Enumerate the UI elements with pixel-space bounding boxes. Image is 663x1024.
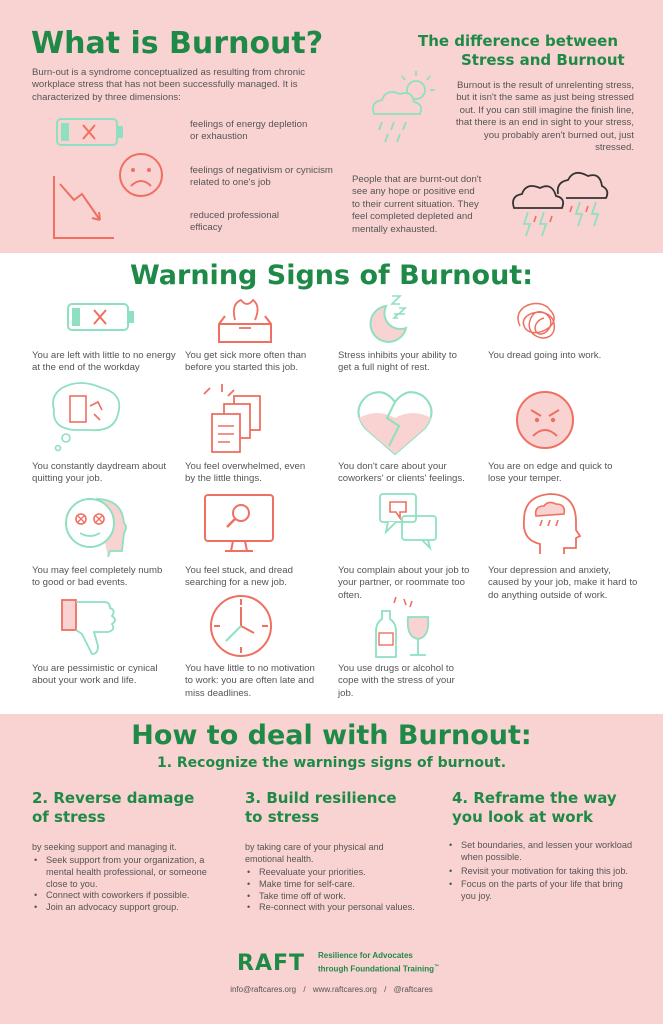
warning-signs-title: Warning Signs of Burnout:	[129, 260, 533, 291]
col1-heading-line1: 2. Reverse damage	[32, 789, 195, 807]
storm-clouds-icon	[510, 168, 610, 244]
thumbs-down-icon	[60, 598, 120, 658]
low-battery-icon	[67, 303, 137, 333]
email-link[interactable]: info@raftcares.org	[230, 985, 297, 994]
sun-cloud-rain-icon	[368, 68, 444, 144]
sign-text-1: You are left with little to no energy at the end of the workday	[32, 350, 176, 374]
step-1-recognize: 1. Recognize the warnings signs of burnout.	[156, 755, 507, 771]
sign-text-14: You have little to no motivation to work: you are often late and miss deadlines.	[185, 663, 315, 699]
sad-face-icon	[118, 152, 164, 198]
declining-chart-icon	[52, 176, 114, 240]
dimension-efficacy: reduced professional efficacy	[190, 210, 280, 234]
separator: /	[303, 985, 306, 994]
list-item: • Revisit your motivation for taking this job.	[447, 866, 637, 878]
difference-title-line1: The difference between	[418, 32, 619, 50]
list-item: • Connect with coworkers if possible.	[32, 890, 222, 902]
clock-icon	[208, 593, 274, 659]
list-item: • Seek support from your organization, a mental health professional, or someone close to you.	[32, 855, 222, 890]
tangled-scribble-icon	[510, 296, 566, 344]
website-link[interactable]: www.raftcares.org	[312, 985, 377, 994]
daydream-exit-icon	[46, 384, 126, 454]
col1-heading-line2: of stress	[32, 808, 106, 826]
sign-text-4: You dread going into work.	[488, 350, 602, 361]
sign-text-9: You may feel completely numb to good or bad events.	[32, 565, 163, 589]
col3-heading-line2: you look at work	[452, 808, 593, 826]
list-item: • Focus on the parts of your life that bring you joy.	[447, 879, 637, 903]
list-item: • Take time off of work.	[245, 891, 445, 903]
difference-title-line2: Stress and Burnout	[461, 51, 625, 69]
trademark: ™	[433, 963, 439, 970]
burnout-intro: Burn-out is a syndrome conceptualized as resulting from chronic workplace stress that has not been successfully managed. It is characterized by three dimensions:	[32, 67, 306, 103]
separator: /	[384, 985, 387, 994]
paper-stack-icon	[200, 384, 268, 456]
tagline-line2: through Foundational Training™	[318, 963, 439, 974]
angry-face-icon	[515, 390, 575, 450]
sign-text-11: You complain about your job to your partner, or roommate too often.	[338, 565, 470, 601]
list-item: • Set boundaries, and lessen your workload when possible.	[447, 840, 637, 864]
footer-contact	[0, 985, 663, 994]
sign-text-13: You are pessimistic or cynical about your work and life.	[32, 663, 158, 687]
list-item: • Reevaluate your priorities.	[245, 867, 445, 879]
list-item: • Make time for self-care.	[245, 879, 445, 891]
broken-heart-icon	[355, 388, 435, 456]
low-battery-icon	[56, 118, 126, 148]
chat-thumbs-down-icon	[378, 492, 440, 552]
col2-heading-line1: 3. Build resilience	[245, 789, 397, 807]
sign-text-5: You constantly daydream about quitting your job.	[32, 461, 167, 485]
col2-lead: by taking care of your physical and emotional health.	[245, 842, 384, 864]
monitor-search-icon	[203, 493, 275, 555]
numb-face-icon	[62, 493, 132, 559]
sign-text-2: You get sick more often than before you started this job.	[185, 350, 307, 374]
list-item: • Join an advocacy support group.	[32, 902, 222, 914]
sign-text-7: You don't care about your coworkers' or clients' feelings.	[338, 461, 465, 485]
tagline-line1: Resilience for Advocates	[318, 951, 413, 960]
sign-text-6: You feel overwhelmed, even by the little things.	[185, 461, 306, 485]
col1-lead: by seeking support and managing it.	[32, 842, 177, 852]
col3-list	[447, 840, 637, 903]
tissue-box-icon	[217, 298, 273, 344]
sign-text-8: You are on edge and quick to lose your temper.	[488, 461, 613, 485]
bottle-glass-icon	[372, 597, 436, 659]
col1-list	[32, 855, 222, 914]
how-to-deal-title: How to deal with Burnout:	[131, 720, 532, 751]
difference-paragraph-1: Burnout is the result of unrelenting stress, but it isn't the same as just being stressed out. If you can still imagine the finish line, that there is an end in sight to your stress, you probably aren't burned out, just stressed.	[455, 80, 634, 154]
moon-sleep-icon	[366, 294, 412, 342]
rain-head-icon	[518, 490, 580, 556]
list-item: • Re-connect with your personal values.	[245, 902, 445, 914]
dimension-cynicism: feelings of negativism or cynicism related to one's job	[190, 165, 333, 189]
sign-text-3: Stress inhibits your ability to get a full night of rest.	[338, 350, 457, 374]
sign-text-15: You use drugs or alcohol to cope with the stress of your job.	[338, 663, 455, 699]
sign-text-12: Your depression and anxiety, caused by your job, make it hard to do anything outside of work.	[488, 565, 638, 601]
col2-list	[245, 867, 445, 914]
what-is-burnout-title: What is Burnout?	[31, 26, 324, 61]
difference-paragraph-2: People that are burnt-out don't see any hope or positive end to their current situation. They feel completed depleted and mentally exhausted.	[352, 174, 482, 235]
raft-tagline	[318, 951, 439, 975]
raft-logo: RAFT	[237, 951, 306, 976]
col3-heading-line1: 4. Reframe the way	[452, 789, 617, 807]
dimension-energy: feelings of energy depletion or exhaustion	[190, 119, 308, 143]
col2-heading-line2: to stress	[245, 808, 320, 826]
social-handle-link[interactable]: @raftcares	[393, 985, 433, 994]
sign-text-10: You feel stuck, and dread searching for a new job.	[185, 565, 293, 589]
